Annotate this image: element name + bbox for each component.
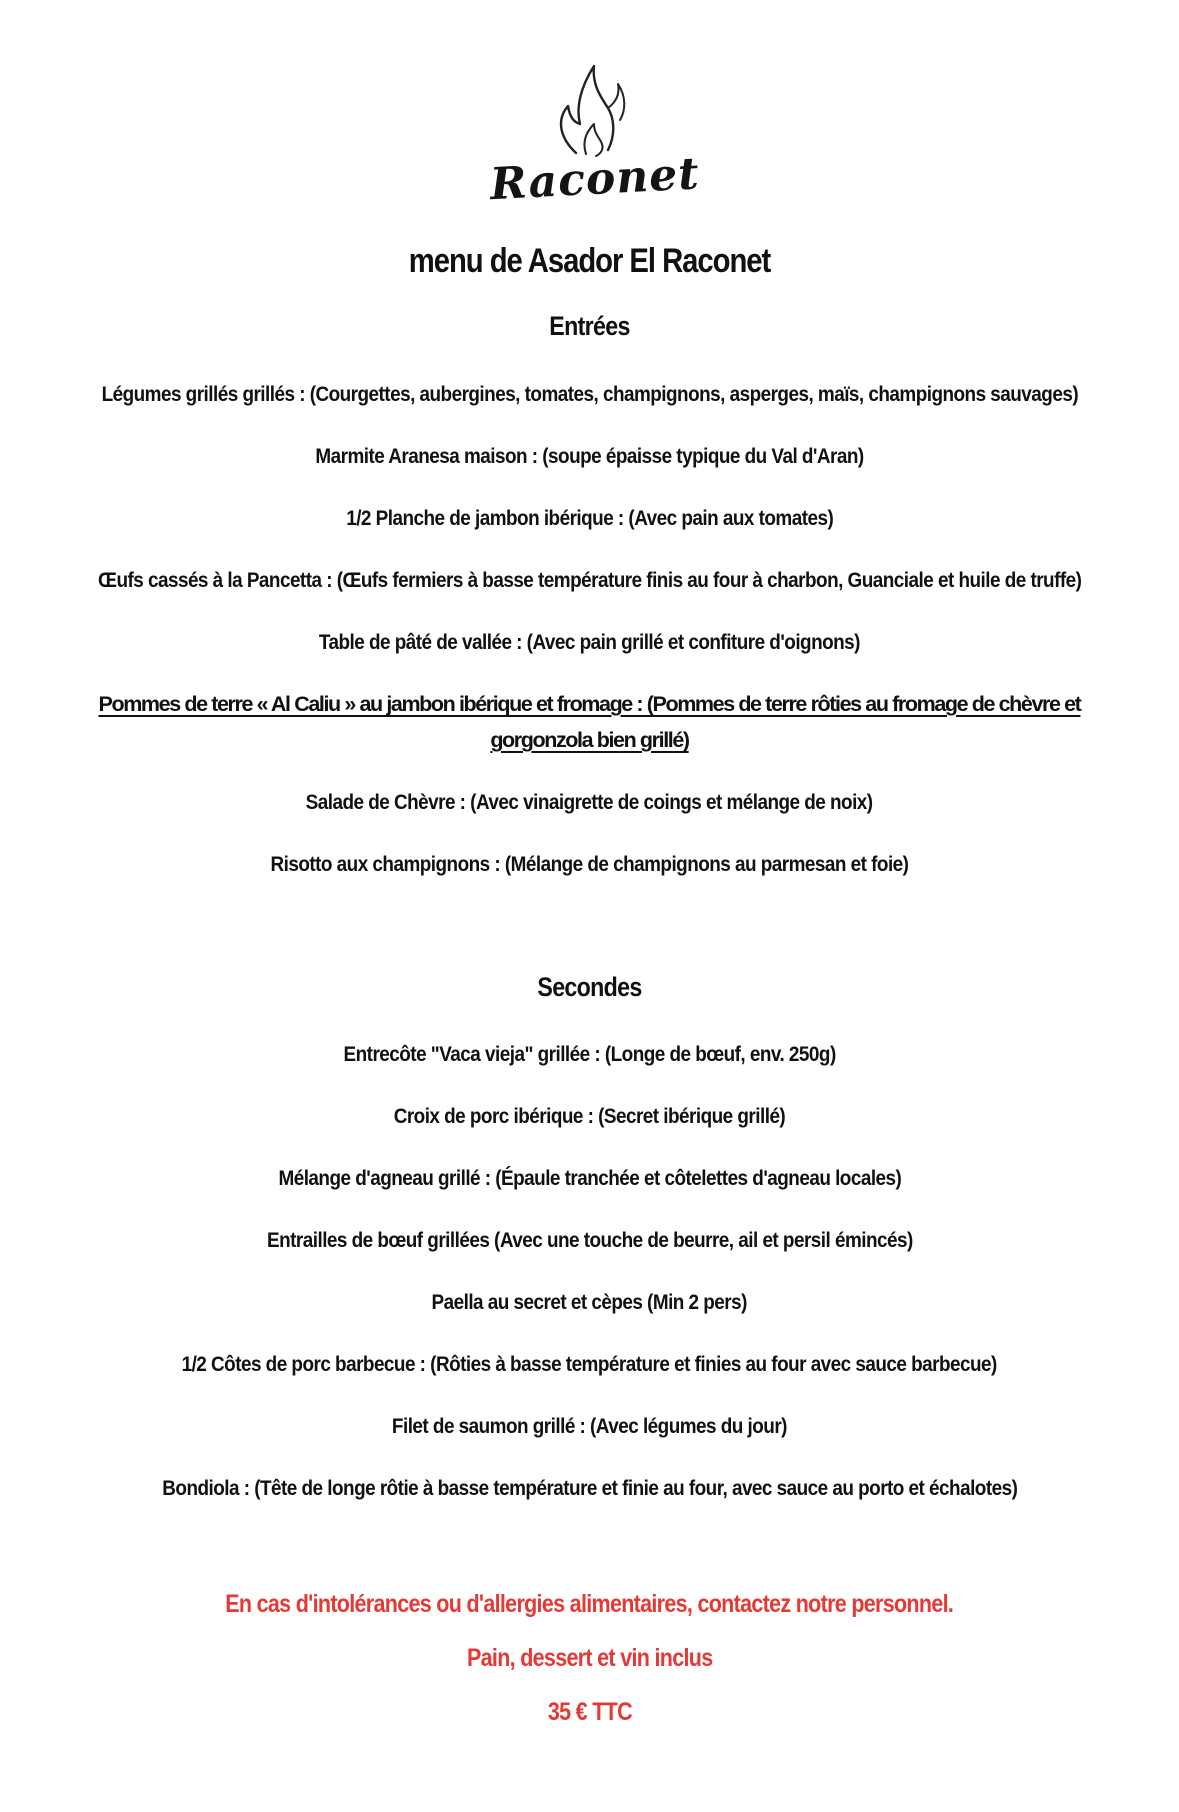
page-title: menu de Asador El Raconet (408, 242, 771, 280)
menu-item: 1/2 Planche de jambon ibérique : (Avec pain aux tomates) (345, 506, 834, 530)
menu-item: Filet de saumon grillé : (Avec légumes du jour) (391, 1414, 788, 1438)
menu-item: Entrecôte "Vaca vieja" grillée : (Longe de bœuf, env. 250g) (343, 1042, 836, 1066)
section-title-entrees: Entrées (549, 311, 630, 341)
allergy-notice: En cas d'intolérances ou d'allergies alimentaires, contactez notre personnel. (225, 1590, 954, 1618)
included-notice: Pain, dessert et vin inclus (466, 1644, 713, 1672)
section-title-secondes: Secondes (537, 972, 642, 1002)
menu-item: Risotto aux champignons : (Mélange de champignons au parmesan et foie) (270, 852, 909, 876)
menu-item: Salade de Chèvre : (Avec vinaigrette de coings et mélange de noix) (306, 790, 873, 814)
restaurant-logo (488, 58, 701, 218)
menu-item: Marmite Aranesa maison : (soupe épaisse typique du Val d'Aran) (315, 444, 864, 468)
menu-item: Mélange d'agneau grillé : (Épaule tranchée et côtelettes d'agneau locales) (278, 1166, 901, 1190)
menu-item: Bondiola : (Tête de longe rôtie à basse température et finie au four, avec sauce au porto et échalotes) (161, 1476, 1018, 1500)
menu-item: 1/2 Côtes de porc barbecue : (Rôties à basse température et finies au four avec sauce barbecue) (181, 1352, 998, 1376)
menu-item: Pommes de terre « Al Caliu » au jambon ibérique et fromage : (Pommes de terre rôties au fromage de chèvre et gorgonzola bien grillé) (98, 692, 1081, 752)
menu-item: Légumes grillés grillés : (Courgettes, aubergines, tomates, champignons, asperges, maïs, champignons sauvages) (101, 382, 1078, 406)
menu-item: Entrailles de bœuf grillées (Avec une touche de beurre, ail et persil émincés) (266, 1228, 913, 1252)
brand-name: Raconet (488, 148, 701, 211)
menu-item: Œufs cassés à la Pancetta : (Œufs fermiers à basse température finis au four à charbon, Guanciale et huile de truffe) (97, 568, 1082, 592)
menu-item: Croix de porc ibérique : (Secret ibérique grillé) (393, 1104, 786, 1128)
price: 35 € TTC (547, 1698, 632, 1726)
menu-item: Paella au secret et cèpes (Min 2 pers) (431, 1290, 748, 1314)
menu-item: Table de pâté de vallée : (Avec pain grillé et confiture d'oignons) (318, 630, 861, 654)
